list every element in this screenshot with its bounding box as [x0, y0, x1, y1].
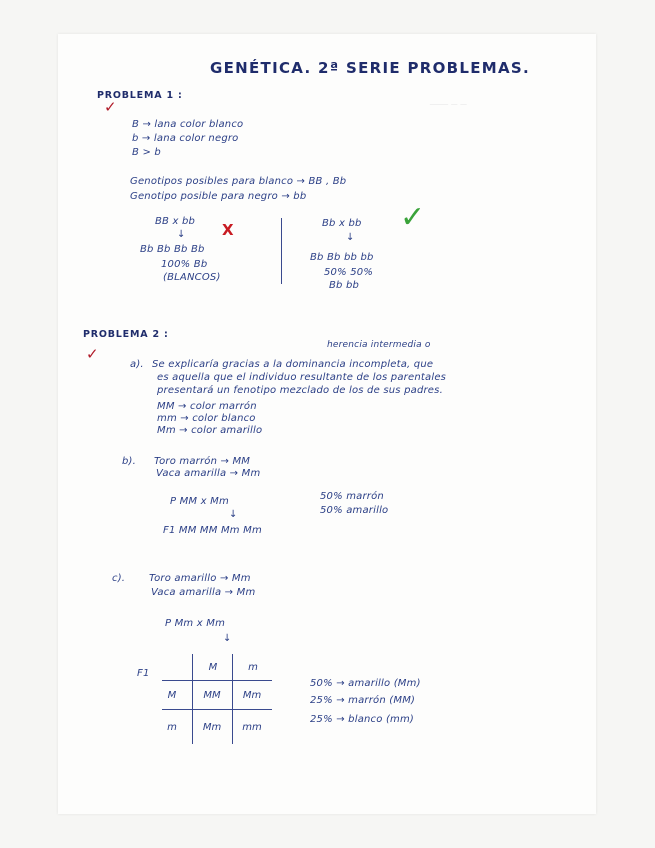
- genotype-line: Genotipos posibles para blanco → BB , Bb: [130, 176, 347, 187]
- explanation-line: es aquella que el individuo resultante de los parentales: [157, 372, 447, 383]
- cross-parents: Bb x bb: [322, 218, 362, 229]
- problem-1-heading: PROBLEMA 1 :: [97, 90, 183, 101]
- cross-parents: P Mm x Mm: [165, 618, 226, 629]
- red-check-icon: ✓: [86, 345, 99, 363]
- result-line: 25% → blanco (mm): [310, 714, 415, 725]
- cross-parents: P MM x Mm: [170, 496, 229, 507]
- punnett-col-header: m: [248, 662, 258, 673]
- parent-line: Vaca amarilla → Mm: [151, 587, 256, 598]
- red-cross-icon: X: [222, 221, 234, 239]
- result-line: 25% → marrón (MM): [310, 695, 416, 706]
- down-arrow-icon: ↓: [177, 229, 186, 240]
- grid-line: [232, 654, 233, 744]
- cross-note: (BLANCOS): [163, 272, 221, 283]
- parent-line: Toro amarillo → Mm: [149, 573, 251, 584]
- cross-percentage: 100% Bb: [161, 259, 208, 270]
- punnett-row-header: m: [167, 722, 177, 733]
- parent-line: Toro marrón → MM: [154, 456, 251, 467]
- allele-line: B → lana color blanco: [132, 119, 244, 130]
- cross-offspring: Bb Bb Bb Bb: [140, 244, 205, 255]
- punnett-col-header: M: [208, 662, 218, 673]
- grid-line: [162, 709, 272, 710]
- down-arrow-icon: ↓: [346, 232, 355, 243]
- punnett-row-header: M: [167, 690, 177, 701]
- divider-line: [281, 218, 282, 284]
- punnett-cell: Mm: [242, 690, 262, 701]
- punnett-cell: Mm: [202, 722, 222, 733]
- punnett-cell: mm: [242, 722, 262, 733]
- allele-line: b → lana color negro: [132, 133, 239, 144]
- genotype-line: MM → color marrón: [157, 401, 257, 412]
- down-arrow-icon: ↓: [223, 633, 232, 644]
- genotype-line: Genotipo posible para negro → bb: [130, 191, 307, 202]
- page-title: GENÉTICA. 2ª SERIE PROBLEMAS.: [210, 59, 531, 77]
- explanation-line: presentará un fenotipo mezclado de los de sus padres.: [157, 385, 443, 396]
- cross-offspring: Bb Bb bb bb: [310, 252, 374, 263]
- punnett-cell: MM: [203, 690, 221, 701]
- explanation-line: Se explicaría gracias a la dominancia incompleta, que: [152, 359, 434, 370]
- result-line: 50% amarillo: [320, 505, 389, 516]
- bleed-through-text: ─── ─ ─: [430, 100, 467, 111]
- f1-label: F1: [137, 668, 150, 679]
- genotype-line: Mm → color amarillo: [157, 425, 263, 436]
- result-line: 50% → amarillo (Mm): [310, 678, 421, 689]
- cross-percentage: 50% 50%: [324, 267, 374, 278]
- cross-parents: BB x bb: [155, 216, 196, 227]
- part-c-label: c).: [112, 573, 126, 584]
- part-a-label: a).: [130, 359, 144, 370]
- insertion-note: herencia intermedia o: [327, 340, 431, 350]
- grid-line: [192, 654, 193, 744]
- part-b-label: b).: [122, 456, 137, 467]
- green-check-icon: ✓: [400, 200, 426, 235]
- parent-line: Vaca amarilla → Mm: [156, 468, 261, 479]
- cross-genotypes: Bb bb: [329, 280, 360, 291]
- red-check-icon: ✓: [104, 98, 117, 116]
- grid-line: [162, 680, 272, 681]
- result-line: 50% marrón: [320, 491, 384, 502]
- down-arrow-icon: ↓: [229, 509, 238, 520]
- problem-2-heading: PROBLEMA 2 :: [83, 329, 169, 340]
- cross-offspring: F1 MM MM Mm Mm: [163, 525, 262, 536]
- genotype-line: mm → color blanco: [157, 413, 256, 424]
- allele-line: B > b: [132, 147, 161, 158]
